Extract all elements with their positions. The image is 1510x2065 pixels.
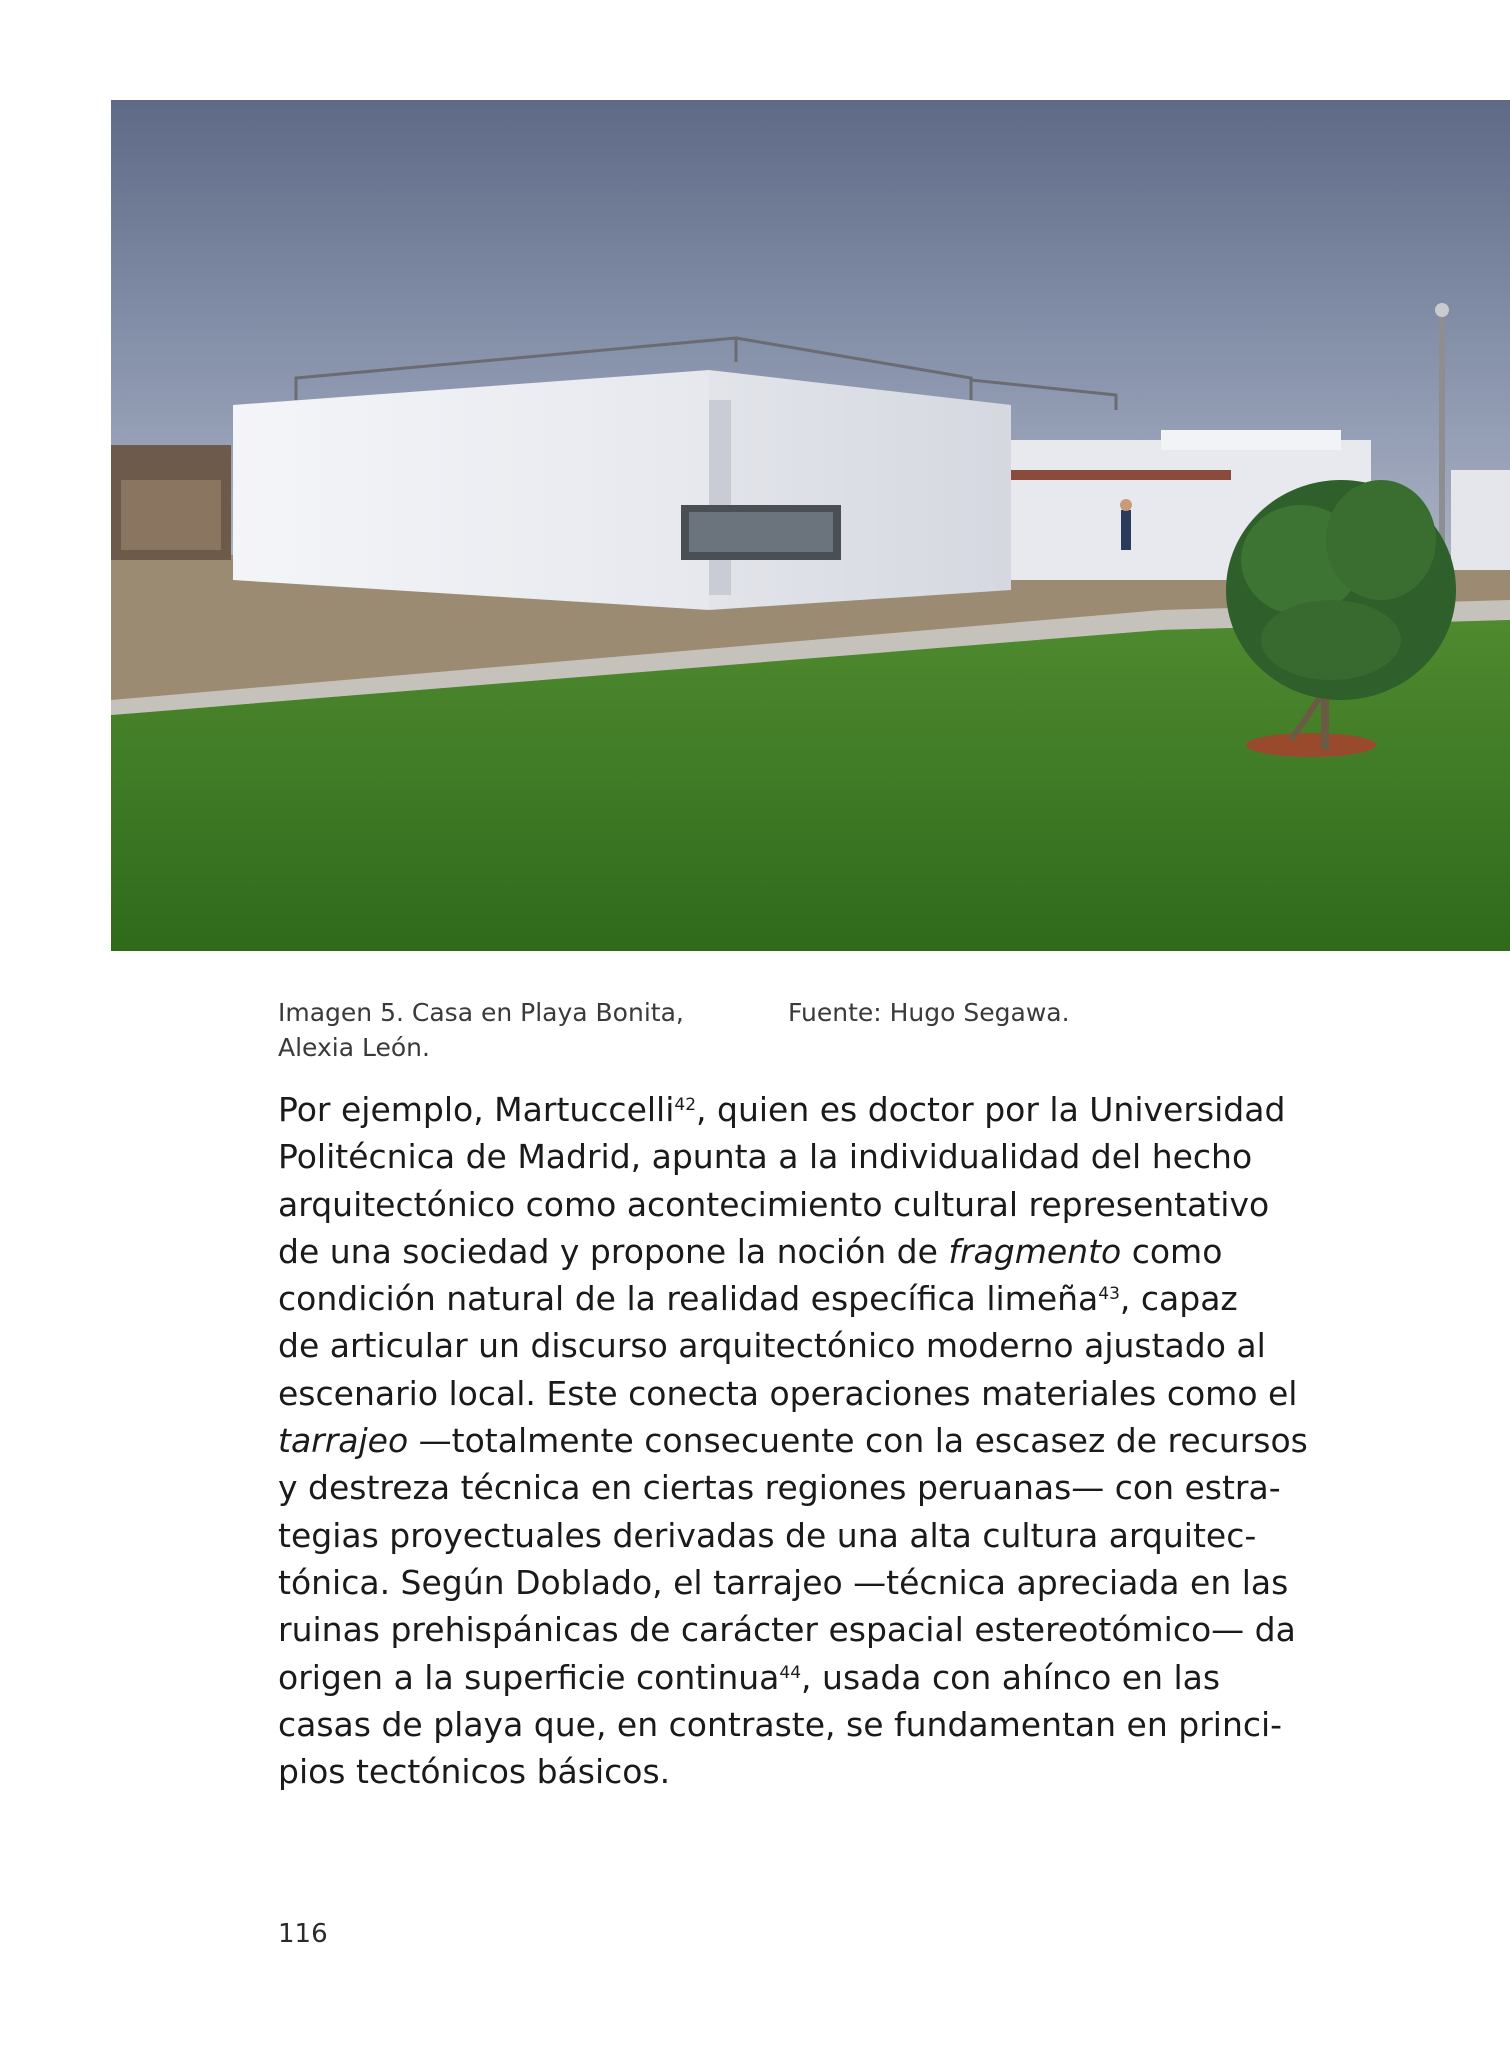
text-segment: ruinas prehispánicas de carácter espacial estereotómico— da — [278, 1610, 1296, 1650]
emphasis-text: fragmento — [948, 1231, 1122, 1271]
body-line — [278, 1654, 1258, 1701]
text-segment: arquitectónico como acontecimiento cultural representativo — [278, 1184, 1270, 1224]
photo-illustration — [111, 100, 1510, 951]
body-line — [278, 1370, 1298, 1417]
footnote-ref: 43 — [1098, 1284, 1120, 1305]
body-line — [278, 1559, 1289, 1606]
body-line — [278, 1133, 1258, 1180]
text-segment: origen a la superficie continua — [278, 1657, 780, 1697]
caption-line-2: Alexia León. — [278, 1033, 430, 1062]
text-segment: casas de playa que, en contraste, se fundamentan en princi- — [278, 1704, 1283, 1744]
body-line — [278, 1086, 1286, 1133]
body-line — [278, 1228, 1258, 1275]
text-segment: —totalmente consecuente con la escasez de recursos — [408, 1421, 1308, 1461]
body-line — [278, 1181, 1270, 1228]
text-segment: pios tectónicos básicos. — [278, 1752, 671, 1792]
text-segment: escenario local. Este conecta operaciones materiales como el — [278, 1373, 1298, 1413]
body-line — [278, 1464, 1281, 1511]
text-segment: Politécnica de Madrid, apunta a la individualidad del hecho — [278, 1137, 1253, 1177]
text-segment: de articular un discurso arquitectónico moderno ajustado al — [278, 1326, 1266, 1366]
body-line — [278, 1417, 1308, 1464]
figure-source: Fuente: Hugo Segawa. — [788, 998, 1070, 1027]
text-segment: condición natural de la realidad específica limeña — [278, 1279, 1099, 1319]
footnote-ref: 44 — [779, 1662, 802, 1683]
body-line — [278, 1512, 1258, 1559]
text-segment: , capaz — [1119, 1279, 1238, 1319]
text-segment: como — [1121, 1231, 1223, 1271]
body-line — [278, 1275, 1258, 1322]
figure-caption — [278, 995, 698, 1065]
page-number: 116 — [278, 1919, 328, 1949]
house-photo — [111, 100, 1510, 951]
text-segment: , usada con ahínco en las — [801, 1657, 1221, 1697]
body-line — [278, 1322, 1266, 1369]
body-line — [278, 1701, 1283, 1748]
footnote-ref: 42 — [674, 1095, 697, 1115]
text-segment: tegias proyectuales derivadas de una alta cultura arquitec- — [278, 1515, 1257, 1555]
text-segment: tónica. Según Doblado, el tarrajeo —técnica apreciada en las — [278, 1562, 1289, 1602]
body-line — [278, 1606, 1296, 1653]
text-segment: Por ejemplo, Martuccelli — [278, 1090, 675, 1129]
emphasis-text: tarrajeo — [278, 1421, 409, 1461]
text-segment: , quien es doctor por la Universidad — [696, 1090, 1286, 1129]
text-segment: de una sociedad y propone la noción de — [278, 1231, 949, 1271]
caption-line-1: Imagen 5. Casa en Playa Bonita, — [278, 998, 684, 1027]
text-segment: y destreza técnica en ciertas regiones peruanas— con estra- — [278, 1468, 1281, 1508]
body-line — [278, 1748, 1258, 1795]
body-paragraph — [278, 1086, 1308, 1795]
